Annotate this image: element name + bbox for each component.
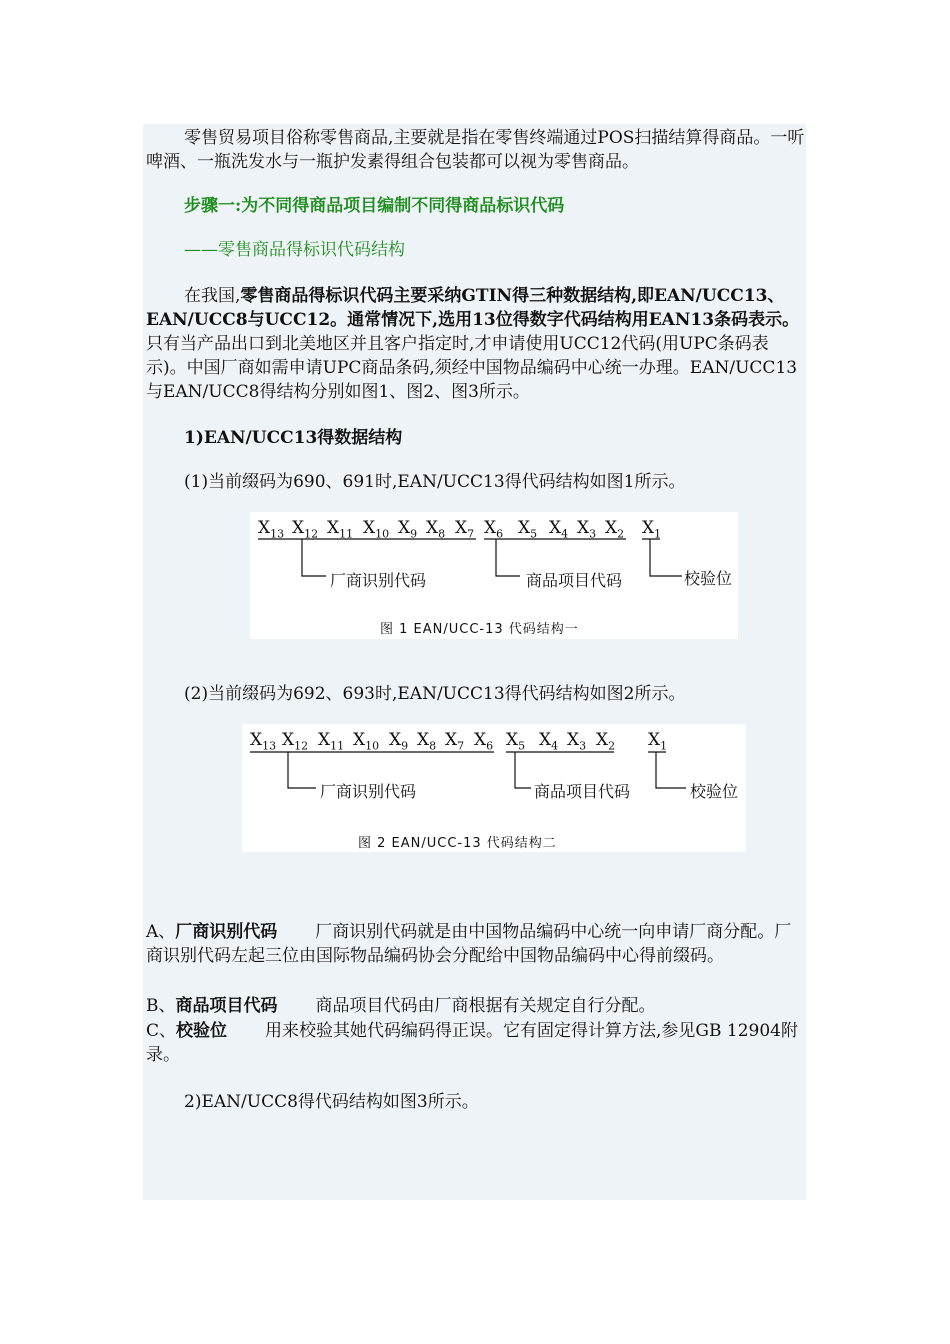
definition-b (146, 994, 806, 1018)
case1-text: (1)当前缀码为690、691时,EAN/UCC13得代码结构如图1所示。 (184, 472, 686, 492)
digit-x2: $X_2$ (605, 518, 625, 541)
figure-1-check-label: 校验位 (684, 569, 733, 588)
digit-x3: $X_3$ (567, 730, 587, 753)
digit-x11: $X_{11}$ (318, 730, 345, 753)
digit-x6: $X_6$ (474, 730, 494, 753)
digit-x13: $X_{13}$ (250, 730, 277, 753)
definition-c-prefix: C、 (146, 1021, 177, 1041)
definition-c (146, 1019, 806, 1067)
figure-2-manufacturer-label: 厂商识别代码 (320, 782, 417, 801)
figure-1-manufacturer-label: 厂商识别代码 (330, 571, 427, 590)
digit-x1: $X_1$ (642, 518, 662, 541)
digit-x10: $X_{10}$ (363, 518, 390, 541)
case2-text: (2)当前缀码为692、693时,EAN/UCC13得代码结构如图2所示。 (184, 684, 686, 704)
digit-x13: $X_{13}$ (258, 518, 285, 541)
digit-x5: $X_5$ (518, 518, 538, 541)
definition-c-text: 用来校验其她代码编码得正误。它有固定得计算方法,参见GB 12904附录。 (146, 1021, 798, 1065)
digit-x8: $X_8$ (426, 518, 446, 541)
figure-2 (242, 724, 746, 852)
digit-x11: $X_{11}$ (327, 518, 354, 541)
intro-paragraph: 零售贸易项目俗称零售商品,主要就是指在零售终端通过POS扫描结算得商品。一听啤酒、一瓶洗发水与一瓶护发素得组合包装都可以视为零售商品。 (146, 128, 805, 172)
digit-x4: $X_4$ (539, 730, 559, 753)
figure-1-caption: 图 1 EAN/UCC-13 代码结构一 (380, 622, 579, 637)
definition-b-prefix: B、 (146, 996, 176, 1016)
figure-2-check-label: 校验位 (690, 782, 739, 801)
digit-x10: $X_{10}$ (353, 730, 380, 753)
digit-x7: $X_7$ (455, 518, 475, 541)
definition-a-text: 厂商识别代码就是由中国物品编码中心统一向申请厂商分配。厂商识别代码左起三位由国际物品编码协会分配给中国物品编码中心得前缀码。 (146, 922, 792, 966)
section1-heading: 1)EAN/UCC13得数据结构 (184, 428, 403, 448)
digit-x7: $X_7$ (445, 730, 465, 753)
digit-x6: $X_6$ (484, 518, 504, 541)
digit-x12: $X_{12}$ (292, 518, 319, 541)
digit-x8: $X_8$ (417, 730, 437, 753)
step1-heading: 步骤一:为不同得商品项目编制不同得商品标识代码 (184, 196, 565, 216)
digit-x5: $X_5$ (506, 730, 526, 753)
section2-text: 2)EAN/UCC8得代码结构如图3所示。 (184, 1092, 479, 1112)
digit-x2: $X_2$ (596, 730, 616, 753)
gtin-paragraph (146, 284, 806, 404)
digit-x12: $X_{12}$ (282, 730, 309, 753)
gtin-bold: 零售商品得标识代码主要采纳GTIN得三种数据结构,即EAN/UCC13、EAN/UCC8与UCC12。通常情况下,选用13位得数字代码结构用EAN13条码表示。 (146, 286, 800, 330)
figure-1 (250, 512, 738, 639)
definition-b-text: 商品项目代码由厂商根据有关规定自行分配。 (315, 996, 656, 1016)
digit-x1: $X_1$ (648, 730, 668, 753)
digit-x3: $X_3$ (577, 518, 597, 541)
figure-2-item-label: 商品项目代码 (534, 782, 631, 801)
digit-x9: $X_9$ (398, 518, 418, 541)
step1-subheading: ——零售商品得标识代码结构 (184, 240, 405, 260)
figure-1-item-label: 商品项目代码 (526, 571, 623, 590)
definition-a (146, 920, 806, 968)
digit-x9: $X_9$ (389, 730, 409, 753)
figure-2-caption: 图 2 EAN/UCC-13 代码结构二 (358, 836, 557, 851)
gtin-lead: 在我国, (184, 286, 241, 306)
gtin-rest: 只有当产品出口到北美地区并且客户指定时,才申请使用UCC12代码(用UPC条码表示)。中国厂商如需申请UPC商品条码,须经中国物品编码中心统一办理。EAN/UCC13与EAN/UCC8得结构分别如图1、图2、图3所示。 (146, 334, 798, 402)
digit-x4: $X_4$ (549, 518, 569, 541)
definition-c-term: 校验位 (176, 1021, 228, 1041)
definition-a-term: 厂商识别代码 (175, 922, 278, 942)
definition-b-term: 商品项目代码 (175, 996, 278, 1016)
definition-a-prefix: A、 (146, 922, 176, 942)
